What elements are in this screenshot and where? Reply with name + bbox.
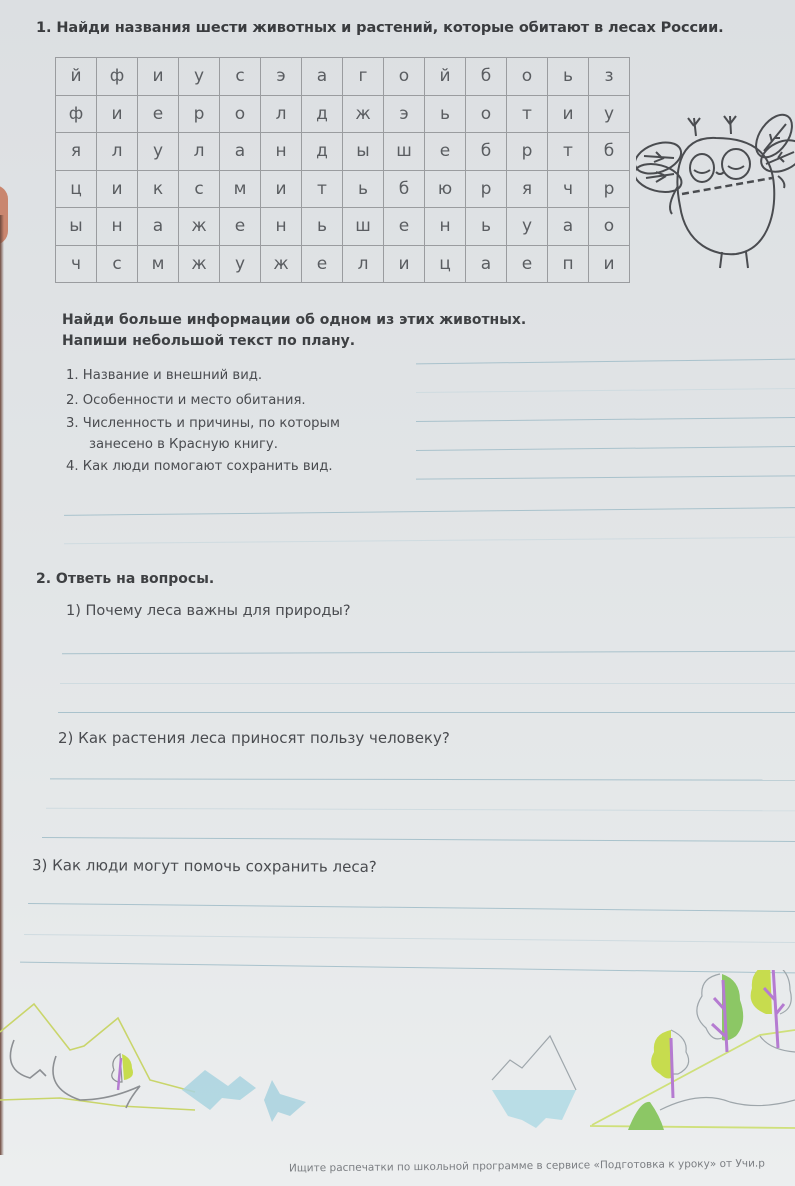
hill-with-trees-icon (590, 970, 795, 1130)
answer-line[interactable] (64, 537, 795, 544)
iceberg-icon (492, 1036, 576, 1128)
grid-cell[interactable]: э (384, 95, 425, 133)
grid-cell[interactable]: и (138, 58, 179, 96)
grid-cell[interactable]: р (589, 170, 630, 208)
grid-cell[interactable]: ь (425, 95, 466, 133)
grid-cell[interactable]: с (97, 245, 138, 283)
grid-cell[interactable]: т (507, 95, 548, 133)
grid-cell[interactable]: ф (56, 95, 97, 133)
grid-row (56, 133, 630, 171)
grid-cell[interactable]: ь (548, 58, 589, 96)
grid-cell[interactable]: и (97, 170, 138, 208)
answer-line[interactable] (60, 683, 795, 684)
task1-subtask-heading (62, 310, 526, 352)
grid-cell[interactable]: ж (343, 95, 384, 133)
grid-cell[interactable]: й (425, 58, 466, 96)
grid-cell[interactable]: а (138, 208, 179, 246)
task1-title: 1. Найди названия шести животных и растений, которые обитают в лесах России. (36, 20, 724, 36)
mountains-icon (0, 1004, 195, 1110)
plan-item-4: 4. Как люди помогают сохранить вид. (66, 459, 333, 474)
footer-text: Ищите распечатки по школьной программе в сервисе «Подготовка к уроку» от Учи.р (288, 1157, 765, 1175)
grid-cell[interactable]: ь (466, 208, 507, 246)
grid-cell[interactable]: ц (56, 170, 97, 208)
plan-list (66, 364, 340, 480)
grid-cell[interactable]: а (220, 133, 261, 171)
grid-cell[interactable]: м (220, 170, 261, 208)
grid-cell[interactable]: е (220, 208, 261, 246)
answer-line[interactable] (416, 475, 795, 479)
question-1: 1) Почему леса важны для природы? (66, 603, 351, 619)
grid-cell[interactable]: с (179, 170, 220, 208)
answer-line[interactable] (416, 388, 795, 393)
grid-cell[interactable]: л (179, 133, 220, 171)
answer-line[interactable] (416, 446, 795, 451)
grid-cell[interactable]: н (261, 208, 302, 246)
grid-cell[interactable]: о (507, 58, 548, 96)
answer-line[interactable] (64, 507, 795, 516)
grid-cell[interactable]: ц (425, 245, 466, 283)
grid-cell[interactable]: я (507, 170, 548, 208)
grid-cell[interactable]: з (589, 58, 630, 96)
plan-item-3: 3. Численность и причины, по которым (66, 416, 340, 431)
grid-cell[interactable]: б (466, 58, 507, 96)
grid-cell[interactable]: е (507, 245, 548, 283)
grid-cell[interactable]: у (589, 95, 630, 133)
question-3: 3) Как люди могут помочь сохранить леса? (31, 856, 377, 876)
question-2: 2) Как растения леса приносят пользу человеку? (58, 729, 450, 747)
grid-cell[interactable]: и (261, 170, 302, 208)
grid-cell[interactable]: г (343, 58, 384, 96)
answer-line[interactable] (416, 359, 795, 365)
grid-cell[interactable]: о (589, 208, 630, 246)
mascot-bug-icon (636, 96, 795, 276)
grid-row (56, 208, 630, 246)
grid-cell[interactable]: д (302, 95, 343, 133)
grid-cell[interactable]: о (466, 95, 507, 133)
grid-cell[interactable]: э (261, 58, 302, 96)
answer-line[interactable] (50, 778, 795, 780)
grid-cell[interactable]: р (179, 95, 220, 133)
small-tree-icon (112, 1054, 133, 1090)
grid-cell[interactable]: б (589, 133, 630, 171)
grid-cell[interactable]: п (548, 245, 589, 283)
grid-cell[interactable]: м (138, 245, 179, 283)
landscape-illustration (0, 970, 795, 1160)
grid-cell[interactable]: ж (261, 245, 302, 283)
grid-cell[interactable]: р (507, 133, 548, 171)
grid-cell[interactable]: н (97, 208, 138, 246)
grid-cell[interactable]: ш (343, 208, 384, 246)
grid-cell[interactable]: о (384, 58, 425, 96)
subtask-line-2: Напиши небольшой текст по плану. (62, 333, 356, 349)
grid-cell[interactable]: а (548, 208, 589, 246)
grid-row (56, 58, 630, 96)
grid-cell[interactable]: ч (56, 245, 97, 283)
grid-cell[interactable]: ж (179, 245, 220, 283)
answer-line[interactable] (24, 934, 795, 943)
answer-line[interactable] (416, 417, 795, 422)
grid-cell[interactable]: и (97, 95, 138, 133)
grid-cell[interactable]: е (384, 208, 425, 246)
grid-cell[interactable]: ж (179, 208, 220, 246)
grid-row (56, 95, 630, 133)
grid-cell[interactable]: д (302, 133, 343, 171)
grid-cell[interactable]: е (138, 95, 179, 133)
plan-item-2: 2. Особенности и место обитания. (66, 392, 306, 408)
grid-cell[interactable]: л (97, 133, 138, 171)
answer-line[interactable] (28, 903, 795, 912)
iceberg-reflections-icon (182, 1070, 306, 1122)
grid-cell[interactable]: ь (343, 170, 384, 208)
grid-cell[interactable]: я (56, 133, 97, 171)
grid-cell[interactable]: у (179, 58, 220, 96)
grid-cell[interactable]: о (220, 95, 261, 133)
grid-cell[interactable]: н (261, 133, 302, 171)
grid-cell[interactable]: е (425, 133, 466, 171)
grid-cell[interactable]: л (343, 245, 384, 283)
grid-row (56, 245, 630, 283)
grid-cell[interactable]: т (302, 170, 343, 208)
answer-line[interactable] (46, 808, 795, 812)
grid-cell[interactable]: е (302, 245, 343, 283)
grid-cell[interactable]: ф (97, 58, 138, 96)
grid-cell[interactable]: и (589, 245, 630, 283)
grid-cell[interactable]: у (507, 208, 548, 246)
grid-cell[interactable]: й (56, 58, 97, 96)
grid-cell[interactable]: и (384, 245, 425, 283)
grid-cell[interactable]: ю (425, 170, 466, 208)
grid-cell[interactable]: к (138, 170, 179, 208)
grid-cell[interactable]: а (466, 245, 507, 283)
grid-cell[interactable]: а (302, 58, 343, 96)
plan-item-3-cont: занесено в Красную книгу. (89, 437, 278, 452)
grid-cell[interactable]: у (138, 133, 179, 171)
grid-cell[interactable]: у (220, 245, 261, 283)
grid-cell[interactable]: ч (548, 170, 589, 208)
grid-cell[interactable]: н (425, 208, 466, 246)
grid-cell[interactable]: р (466, 170, 507, 208)
answer-line[interactable] (42, 837, 795, 842)
answer-line[interactable] (58, 712, 795, 713)
grid-cell[interactable]: и (548, 95, 589, 133)
plan-item-1: 1. Название и внешний вид. (66, 368, 263, 383)
grid-cell[interactable]: ы (56, 208, 97, 246)
word-search-grid (55, 57, 630, 283)
grid-row (56, 170, 630, 208)
answer-line[interactable] (62, 651, 795, 655)
subtask-line-1: Найди больше информации об одном из этих животных. (62, 312, 527, 328)
grid-cell[interactable]: ь (302, 208, 343, 246)
grid-cell[interactable]: ш (384, 133, 425, 171)
grid-cell[interactable]: т (548, 133, 589, 171)
grid-cell[interactable]: б (384, 170, 425, 208)
grid-cell[interactable]: б (466, 133, 507, 171)
task2-title: 2. Ответь на вопросы. (36, 571, 215, 587)
grid-cell[interactable]: л (261, 95, 302, 133)
grid-cell[interactable]: с (220, 58, 261, 96)
grid-cell[interactable]: ы (343, 133, 384, 171)
